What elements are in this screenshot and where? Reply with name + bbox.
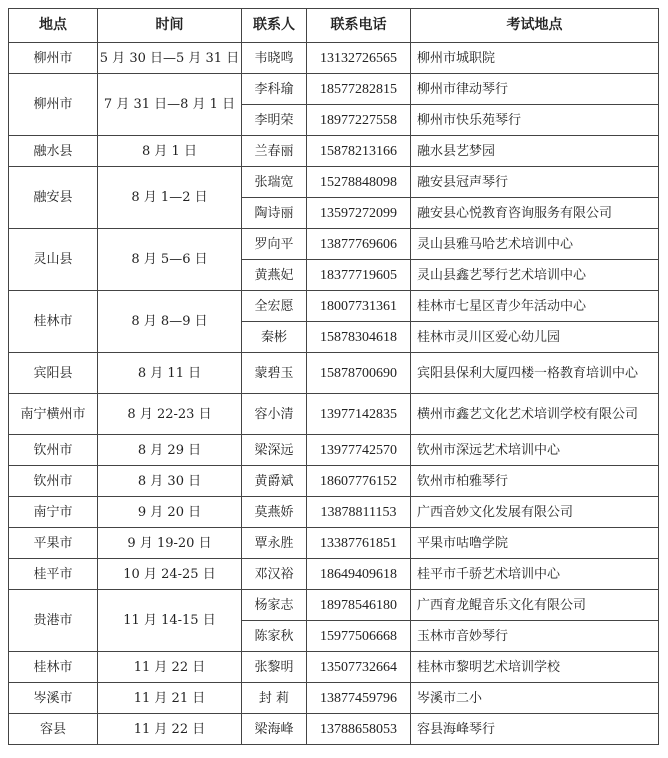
cell-contact: 封 莉 [242,683,307,714]
cell-place: 岑溪市 [9,683,98,714]
table-row [9,43,659,74]
cell-phone: 13507732664 [307,652,411,683]
cell-phone: 18607776152 [307,466,411,497]
cell-venue: 岑溪市二小 [411,683,659,714]
cell-venue: 玉林市音妙琴行 [411,621,659,652]
cell-time: 8 月 8—9 日 [98,291,242,353]
cell-venue: 灵山县鑫艺琴行艺术培训中心 [411,260,659,291]
cell-time: 8 月 29 日 [98,435,242,466]
cell-place: 宾阳县 [9,353,98,394]
cell-phone: 13597272099 [307,198,411,229]
table-row [9,497,659,528]
cell-venue: 灵山县雅马哈艺术培训中心 [411,229,659,260]
cell-contact: 梁深远 [242,435,307,466]
cell-place: 融水县 [9,136,98,167]
cell-contact: 邓汉裕 [242,559,307,590]
cell-phone: 15278848098 [307,167,411,198]
cell-time: 8 月 30 日 [98,466,242,497]
cell-phone: 13387761851 [307,528,411,559]
table-row [9,435,659,466]
table-row [9,528,659,559]
cell-phone: 15878700690 [307,353,411,394]
cell-venue: 柳州市律动琴行 [411,74,659,105]
cell-place: 融安县 [9,167,98,229]
cell-phone: 18377719605 [307,260,411,291]
cell-phone: 13977142835 [307,394,411,435]
cell-place: 南宁横州市 [9,394,98,435]
cell-phone: 15977506668 [307,621,411,652]
cell-venue: 融安县冠声琴行 [411,167,659,198]
cell-phone: 18977227558 [307,105,411,136]
cell-phone: 18649409618 [307,559,411,590]
table-row [9,559,659,590]
cell-time: 8 月 1 日 [98,136,242,167]
cell-venue: 平果市咕噜学院 [411,528,659,559]
cell-venue: 柳州市城职院 [411,43,659,74]
cell-phone: 18577282815 [307,74,411,105]
cell-time: 8 月 5—6 日 [98,229,242,291]
table-row [9,714,659,745]
cell-venue: 桂林市七星区青少年活动中心 [411,291,659,322]
cell-contact: 兰春丽 [242,136,307,167]
cell-place: 柳州市 [9,74,98,136]
table-row [9,466,659,497]
exam-schedule-table [8,8,659,745]
cell-phone: 13132726565 [307,43,411,74]
cell-contact: 韦晓鸣 [242,43,307,74]
cell-venue: 钦州市深远艺术培训中心 [411,435,659,466]
cell-contact: 杨家志 [242,590,307,621]
cell-place: 桂林市 [9,291,98,353]
cell-venue: 桂林市黎明艺术培训学校 [411,652,659,683]
cell-phone: 18007731361 [307,291,411,322]
cell-time: 11 月 14-15 日 [98,590,242,652]
cell-contact: 覃永胜 [242,528,307,559]
cell-contact: 蒙碧玉 [242,353,307,394]
table-row [9,394,659,435]
table-row [9,167,659,198]
cell-venue: 柳州市快乐苑琴行 [411,105,659,136]
table-row [9,74,659,105]
header-place: 地点 [9,9,98,43]
cell-phone: 13788658053 [307,714,411,745]
cell-contact: 黄爵斌 [242,466,307,497]
cell-contact: 黄燕妃 [242,260,307,291]
table-row [9,683,659,714]
cell-time: 11 月 22 日 [98,714,242,745]
cell-phone: 13877769606 [307,229,411,260]
cell-contact: 全宏愿 [242,291,307,322]
cell-contact: 陈家秋 [242,621,307,652]
header-contact: 联系人 [242,9,307,43]
cell-phone: 13877459796 [307,683,411,714]
cell-contact: 李科瑜 [242,74,307,105]
cell-contact: 李明荣 [242,105,307,136]
cell-contact: 张黎明 [242,652,307,683]
cell-contact: 梁海峰 [242,714,307,745]
cell-place: 贵港市 [9,590,98,652]
table-body [9,43,659,745]
cell-contact: 容小清 [242,394,307,435]
table-row [9,291,659,322]
table-row [9,353,659,394]
cell-venue: 融水县艺梦园 [411,136,659,167]
cell-time: 8 月 22-23 日 [98,394,242,435]
cell-contact: 张瑞宽 [242,167,307,198]
header-phone: 联系电话 [307,9,411,43]
cell-phone: 13977742570 [307,435,411,466]
cell-place: 柳州市 [9,43,98,74]
cell-place: 钦州市 [9,435,98,466]
cell-time: 5 月 30 日—5 月 31 日 [98,43,242,74]
cell-time: 10 月 24-25 日 [98,559,242,590]
header-time: 时间 [98,9,242,43]
cell-place: 桂林市 [9,652,98,683]
table-row [9,136,659,167]
cell-contact: 莫燕娇 [242,497,307,528]
cell-phone: 15878304618 [307,322,411,353]
cell-time: 8 月 11 日 [98,353,242,394]
cell-time: 11 月 21 日 [98,683,242,714]
cell-venue: 横州市鑫艺文化艺术培训学校有限公司 [411,394,659,435]
cell-venue: 广西音妙文化发展有限公司 [411,497,659,528]
cell-venue: 桂林市灵川区爱心幼儿园 [411,322,659,353]
cell-venue: 容县海峰琴行 [411,714,659,745]
cell-venue: 广西育龙鲲音乐文化有限公司 [411,590,659,621]
cell-venue: 钦州市柏雅琴行 [411,466,659,497]
cell-venue: 融安县心悦教育咨询服务有限公司 [411,198,659,229]
cell-place: 容县 [9,714,98,745]
table-row [9,652,659,683]
table-row [9,590,659,621]
cell-venue: 桂平市千骄艺术培训中心 [411,559,659,590]
cell-time: 11 月 22 日 [98,652,242,683]
header-venue: 考试地点 [411,9,659,43]
cell-place: 灵山县 [9,229,98,291]
cell-contact: 陶诗丽 [242,198,307,229]
table-row [9,229,659,260]
header-row [9,9,659,43]
schedule-table-wrapper [8,8,659,745]
cell-phone: 18978546180 [307,590,411,621]
cell-place: 钦州市 [9,466,98,497]
cell-contact: 罗向平 [242,229,307,260]
cell-phone: 15878213166 [307,136,411,167]
cell-time: 8 月 1—2 日 [98,167,242,229]
cell-time: 9 月 20 日 [98,497,242,528]
cell-time: 7 月 31 日—8 月 1 日 [98,74,242,136]
cell-time: 9 月 19-20 日 [98,528,242,559]
cell-place: 桂平市 [9,559,98,590]
cell-phone: 13878811153 [307,497,411,528]
cell-contact: 秦彬 [242,322,307,353]
cell-venue: 宾阳县保利大厦四楼一格教育培训中心 [411,353,659,394]
cell-place: 平果市 [9,528,98,559]
cell-place: 南宁市 [9,497,98,528]
